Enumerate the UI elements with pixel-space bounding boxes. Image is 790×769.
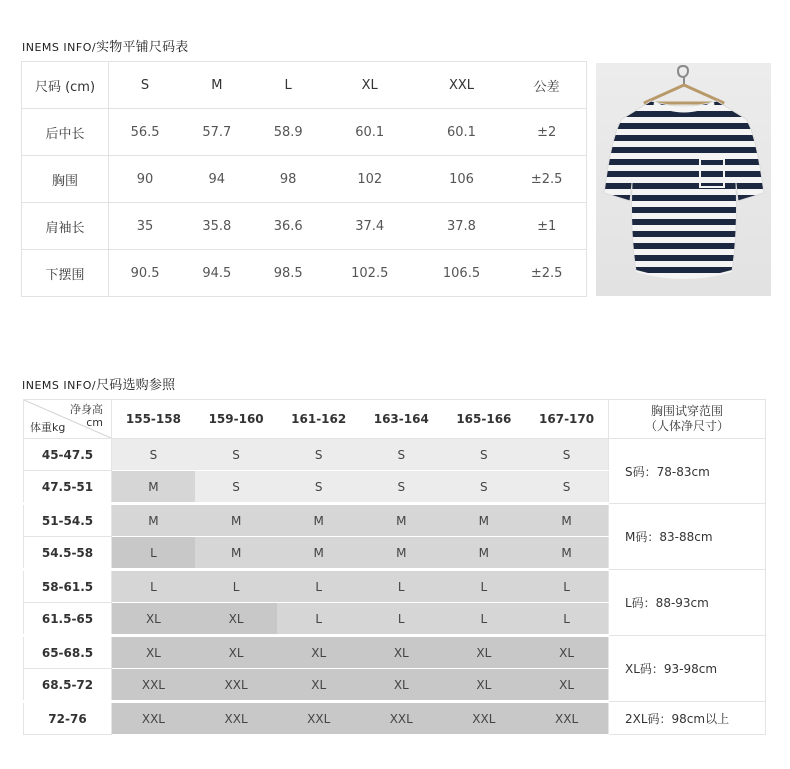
size-cell: XL <box>195 636 278 669</box>
header-cell: XL <box>324 62 416 109</box>
size-cell: XL <box>195 603 278 636</box>
size-cell: M <box>277 537 360 570</box>
table-cell: 36.6 <box>252 203 323 250</box>
chest-range-header <box>609 400 766 439</box>
size-cell: XXL <box>525 702 608 735</box>
table-cell: ±1 <box>507 203 586 250</box>
size-cell: XL <box>360 636 443 669</box>
height-header: 161-162 <box>277 400 360 439</box>
table-cell: 35.8 <box>181 203 252 250</box>
chest-range: 2XL码：98cm以上 <box>609 702 766 735</box>
size-cell: S <box>525 471 608 504</box>
size-cell: S <box>443 471 526 504</box>
table-cell: 90.5 <box>109 250 182 297</box>
size-cell: S <box>360 471 443 504</box>
table-row <box>22 109 587 156</box>
size-cell: XXL <box>112 669 195 702</box>
weight-label: 58-61.5 <box>24 570 112 603</box>
table-cell: 94.5 <box>181 250 252 297</box>
table-cell: 98 <box>252 156 323 203</box>
size-cell: XL <box>525 669 608 702</box>
chest-range: S码：78-83cm <box>609 439 766 504</box>
size-cell: XXL <box>443 702 526 735</box>
size-cell: M <box>360 504 443 537</box>
table-cell: 106.5 <box>416 250 508 297</box>
height-header: 165-166 <box>443 400 526 439</box>
size-cell: XL <box>443 636 526 669</box>
size-cell: L <box>443 570 526 603</box>
size-cell: S <box>277 439 360 471</box>
table-row <box>22 203 587 250</box>
size-cell: M <box>443 504 526 537</box>
weight-label: 68.5-72 <box>24 669 112 702</box>
row-label: 后中长 <box>22 109 109 156</box>
size-cell: L <box>443 603 526 636</box>
size-cell: XL <box>277 669 360 702</box>
table-cell: 94 <box>181 156 252 203</box>
size-cell: XXL <box>112 702 195 735</box>
size-cell: L <box>277 603 360 636</box>
chest-header-line2: （人体净尺寸） <box>644 419 729 433</box>
table-cell: ±2.5 <box>507 250 586 297</box>
height-unit: cm <box>86 416 103 429</box>
size-cell: M <box>195 504 278 537</box>
size-cell: M <box>195 537 278 570</box>
size-cell: L <box>525 570 608 603</box>
size-cell: S <box>195 439 278 471</box>
size-table-title <box>22 36 188 55</box>
chest-header-line1: 胸围试穿范围 <box>650 404 723 418</box>
size-cell: S <box>525 439 608 471</box>
table-row <box>24 439 766 471</box>
size-cell: M <box>525 504 608 537</box>
size-cell: XL <box>525 636 608 669</box>
header-cell: S <box>109 62 182 109</box>
size-guide-title <box>22 374 175 393</box>
table-row <box>24 702 766 735</box>
height-header: 163-164 <box>360 400 443 439</box>
table-cell: 60.1 <box>324 109 416 156</box>
weight-axis-label: 体重kg <box>30 421 66 434</box>
header-cell: XXL <box>416 62 508 109</box>
header-cell: 公差 <box>507 62 586 109</box>
size-cell: M <box>360 537 443 570</box>
height-header: 155-158 <box>112 400 195 439</box>
size-cell: S <box>195 471 278 504</box>
table-cell: 60.1 <box>416 109 508 156</box>
row-label: 胸围 <box>22 156 109 203</box>
weight-label: 61.5-65 <box>24 603 112 636</box>
size-cell: S <box>360 439 443 471</box>
size-cell: L <box>112 537 195 570</box>
size-cell: XXL <box>195 669 278 702</box>
weight-label: 72-76 <box>24 702 112 735</box>
title-en: INEMS INFO/ <box>22 41 97 54</box>
height-header: 167-170 <box>525 400 608 439</box>
table-cell: 90 <box>109 156 182 203</box>
garment-size-table <box>21 61 587 297</box>
size-cell: M <box>277 504 360 537</box>
row-label: 肩袖长 <box>22 203 109 250</box>
weight-label: 54.5-58 <box>24 537 112 570</box>
size-cell: S <box>277 471 360 504</box>
chest-range: L码：88-93cm <box>609 570 766 636</box>
size-cell: M <box>443 537 526 570</box>
corner-cell <box>24 400 112 439</box>
size-cell: XL <box>112 603 195 636</box>
table-cell: 58.9 <box>252 109 323 156</box>
header-cell: 尺码 (cm) <box>22 62 109 109</box>
size-cell: L <box>525 603 608 636</box>
height-axis-label <box>70 403 103 429</box>
chest-range: M码：83-88cm <box>609 504 766 570</box>
size-cell: XL <box>360 669 443 702</box>
size-cell: L <box>277 570 360 603</box>
height-label: 净身高 <box>70 403 103 416</box>
table-row <box>24 636 766 669</box>
size-cell: XXL <box>360 702 443 735</box>
table-cell: ±2 <box>507 109 586 156</box>
table-cell: 37.4 <box>324 203 416 250</box>
table-row <box>22 156 587 203</box>
table-cell: 98.5 <box>252 250 323 297</box>
table-cell: ±2.5 <box>507 156 586 203</box>
size-guide-table <box>23 399 766 735</box>
table-cell: 102.5 <box>324 250 416 297</box>
table-row <box>22 250 587 297</box>
table-cell: 56.5 <box>109 109 182 156</box>
size-cell: S <box>112 439 195 471</box>
weight-label: 45-47.5 <box>24 439 112 471</box>
size-cell: XXL <box>195 702 278 735</box>
size-cell: L <box>112 570 195 603</box>
product-photo <box>596 63 771 296</box>
table-cell: 102 <box>324 156 416 203</box>
table-cell: 57.7 <box>181 109 252 156</box>
title-en: INEMS INFO/ <box>22 379 97 392</box>
table-row <box>24 570 766 603</box>
title-cn: 尺码选购参照 <box>96 378 176 393</box>
table-cell: 35 <box>109 203 182 250</box>
size-cell: L <box>195 570 278 603</box>
header-cell: M <box>181 62 252 109</box>
table-cell: 37.8 <box>416 203 508 250</box>
row-label: 下摆围 <box>22 250 109 297</box>
size-cell: L <box>360 603 443 636</box>
table-row <box>24 504 766 537</box>
size-cell: M <box>525 537 608 570</box>
weight-label: 65-68.5 <box>24 636 112 669</box>
chest-range: XL码：93-98cm <box>609 636 766 702</box>
table-header-row <box>24 400 766 439</box>
header-cell: L <box>252 62 323 109</box>
striped-tshirt-icon <box>596 63 771 296</box>
size-cell: M <box>112 471 195 504</box>
size-cell: S <box>443 439 526 471</box>
size-cell: XL <box>277 636 360 669</box>
table-header-row <box>22 62 587 109</box>
weight-label: 51-54.5 <box>24 504 112 537</box>
table-cell: 106 <box>416 156 508 203</box>
weight-label: 47.5-51 <box>24 471 112 504</box>
size-cell: M <box>112 504 195 537</box>
size-cell: XXL <box>277 702 360 735</box>
size-cell: L <box>360 570 443 603</box>
size-cell: XL <box>443 669 526 702</box>
title-cn: 实物平铺尺码表 <box>96 40 189 55</box>
height-header: 159-160 <box>195 400 278 439</box>
size-cell: XL <box>112 636 195 669</box>
